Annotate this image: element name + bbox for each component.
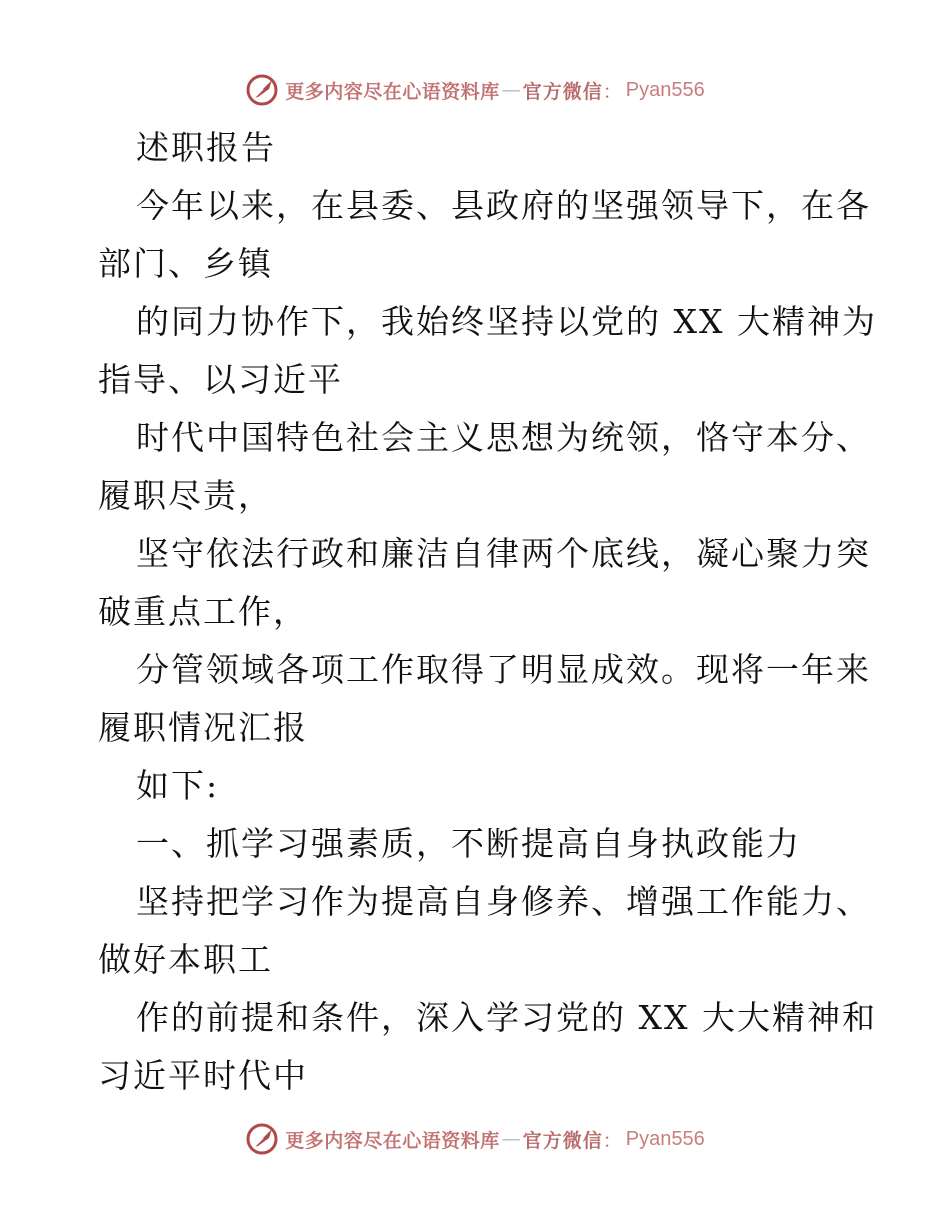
footer-watermark-banner — [0, 1119, 950, 1159]
paragraph-line: 坚持把学习作为提高自身修养、增强工作能力、 — [136, 882, 871, 921]
header-watermark-banner — [0, 70, 950, 110]
quill-logo-icon — [245, 73, 279, 107]
paragraph-line: 作的前提和条件，深入学习党的 XX 大大精神和 — [136, 998, 877, 1037]
paragraph-line: 时代中国特色社会主义思想为统领，恪守本分、 — [136, 418, 871, 457]
paragraph-line: 履职情况汇报 — [98, 708, 308, 747]
paragraph-line: 履职尽责， — [98, 476, 273, 515]
paragraph-line: 指导、以习近平 — [98, 360, 343, 399]
paragraph-line: 做好本职工 — [98, 940, 273, 979]
banner-wechat-label: 官方微信 — [522, 80, 603, 103]
banner-separator: — — [501, 1128, 521, 1150]
quill-logo-icon — [245, 1122, 279, 1156]
paragraph-line: 分管领域各项工作取得了明显成效。现将一年来 — [136, 650, 871, 689]
section-heading: 一、抓学习强素质，不断提高自身执政能力 — [136, 824, 801, 863]
paragraph-line: 今年以来，在县委、县政府的坚强领导下，在各 — [136, 186, 871, 225]
document-title: 述职报告 — [136, 128, 276, 167]
paragraph-line: 破重点工作， — [98, 592, 308, 631]
paragraph-line: 的同力协作下，我始终坚持以党的 XX 大精神为 — [136, 302, 877, 341]
paragraph-line: 坚守依法行政和廉洁自律两个底线，凝心聚力突 — [136, 534, 871, 573]
paragraph-line: 如下: — [136, 766, 220, 805]
banner-colon: ： — [602, 80, 622, 103]
banner-brand-text: 更多内容尽在心语资料库 — [285, 80, 500, 103]
banner-separator: — — [501, 79, 521, 101]
banner-colon: ： — [602, 1129, 622, 1152]
banner-wechat-handle: Pyan556 — [625, 1127, 705, 1150]
paragraph-line: 部门、乡镇 — [98, 244, 273, 283]
banner-wechat-label: 官方微信 — [522, 1129, 603, 1152]
banner-wechat-handle: Pyan556 — [625, 78, 705, 101]
paragraph-line: 习近平时代中 — [98, 1056, 308, 1095]
document-body — [98, 119, 877, 1105]
banner-brand-text: 更多内容尽在心语资料库 — [285, 1129, 500, 1152]
